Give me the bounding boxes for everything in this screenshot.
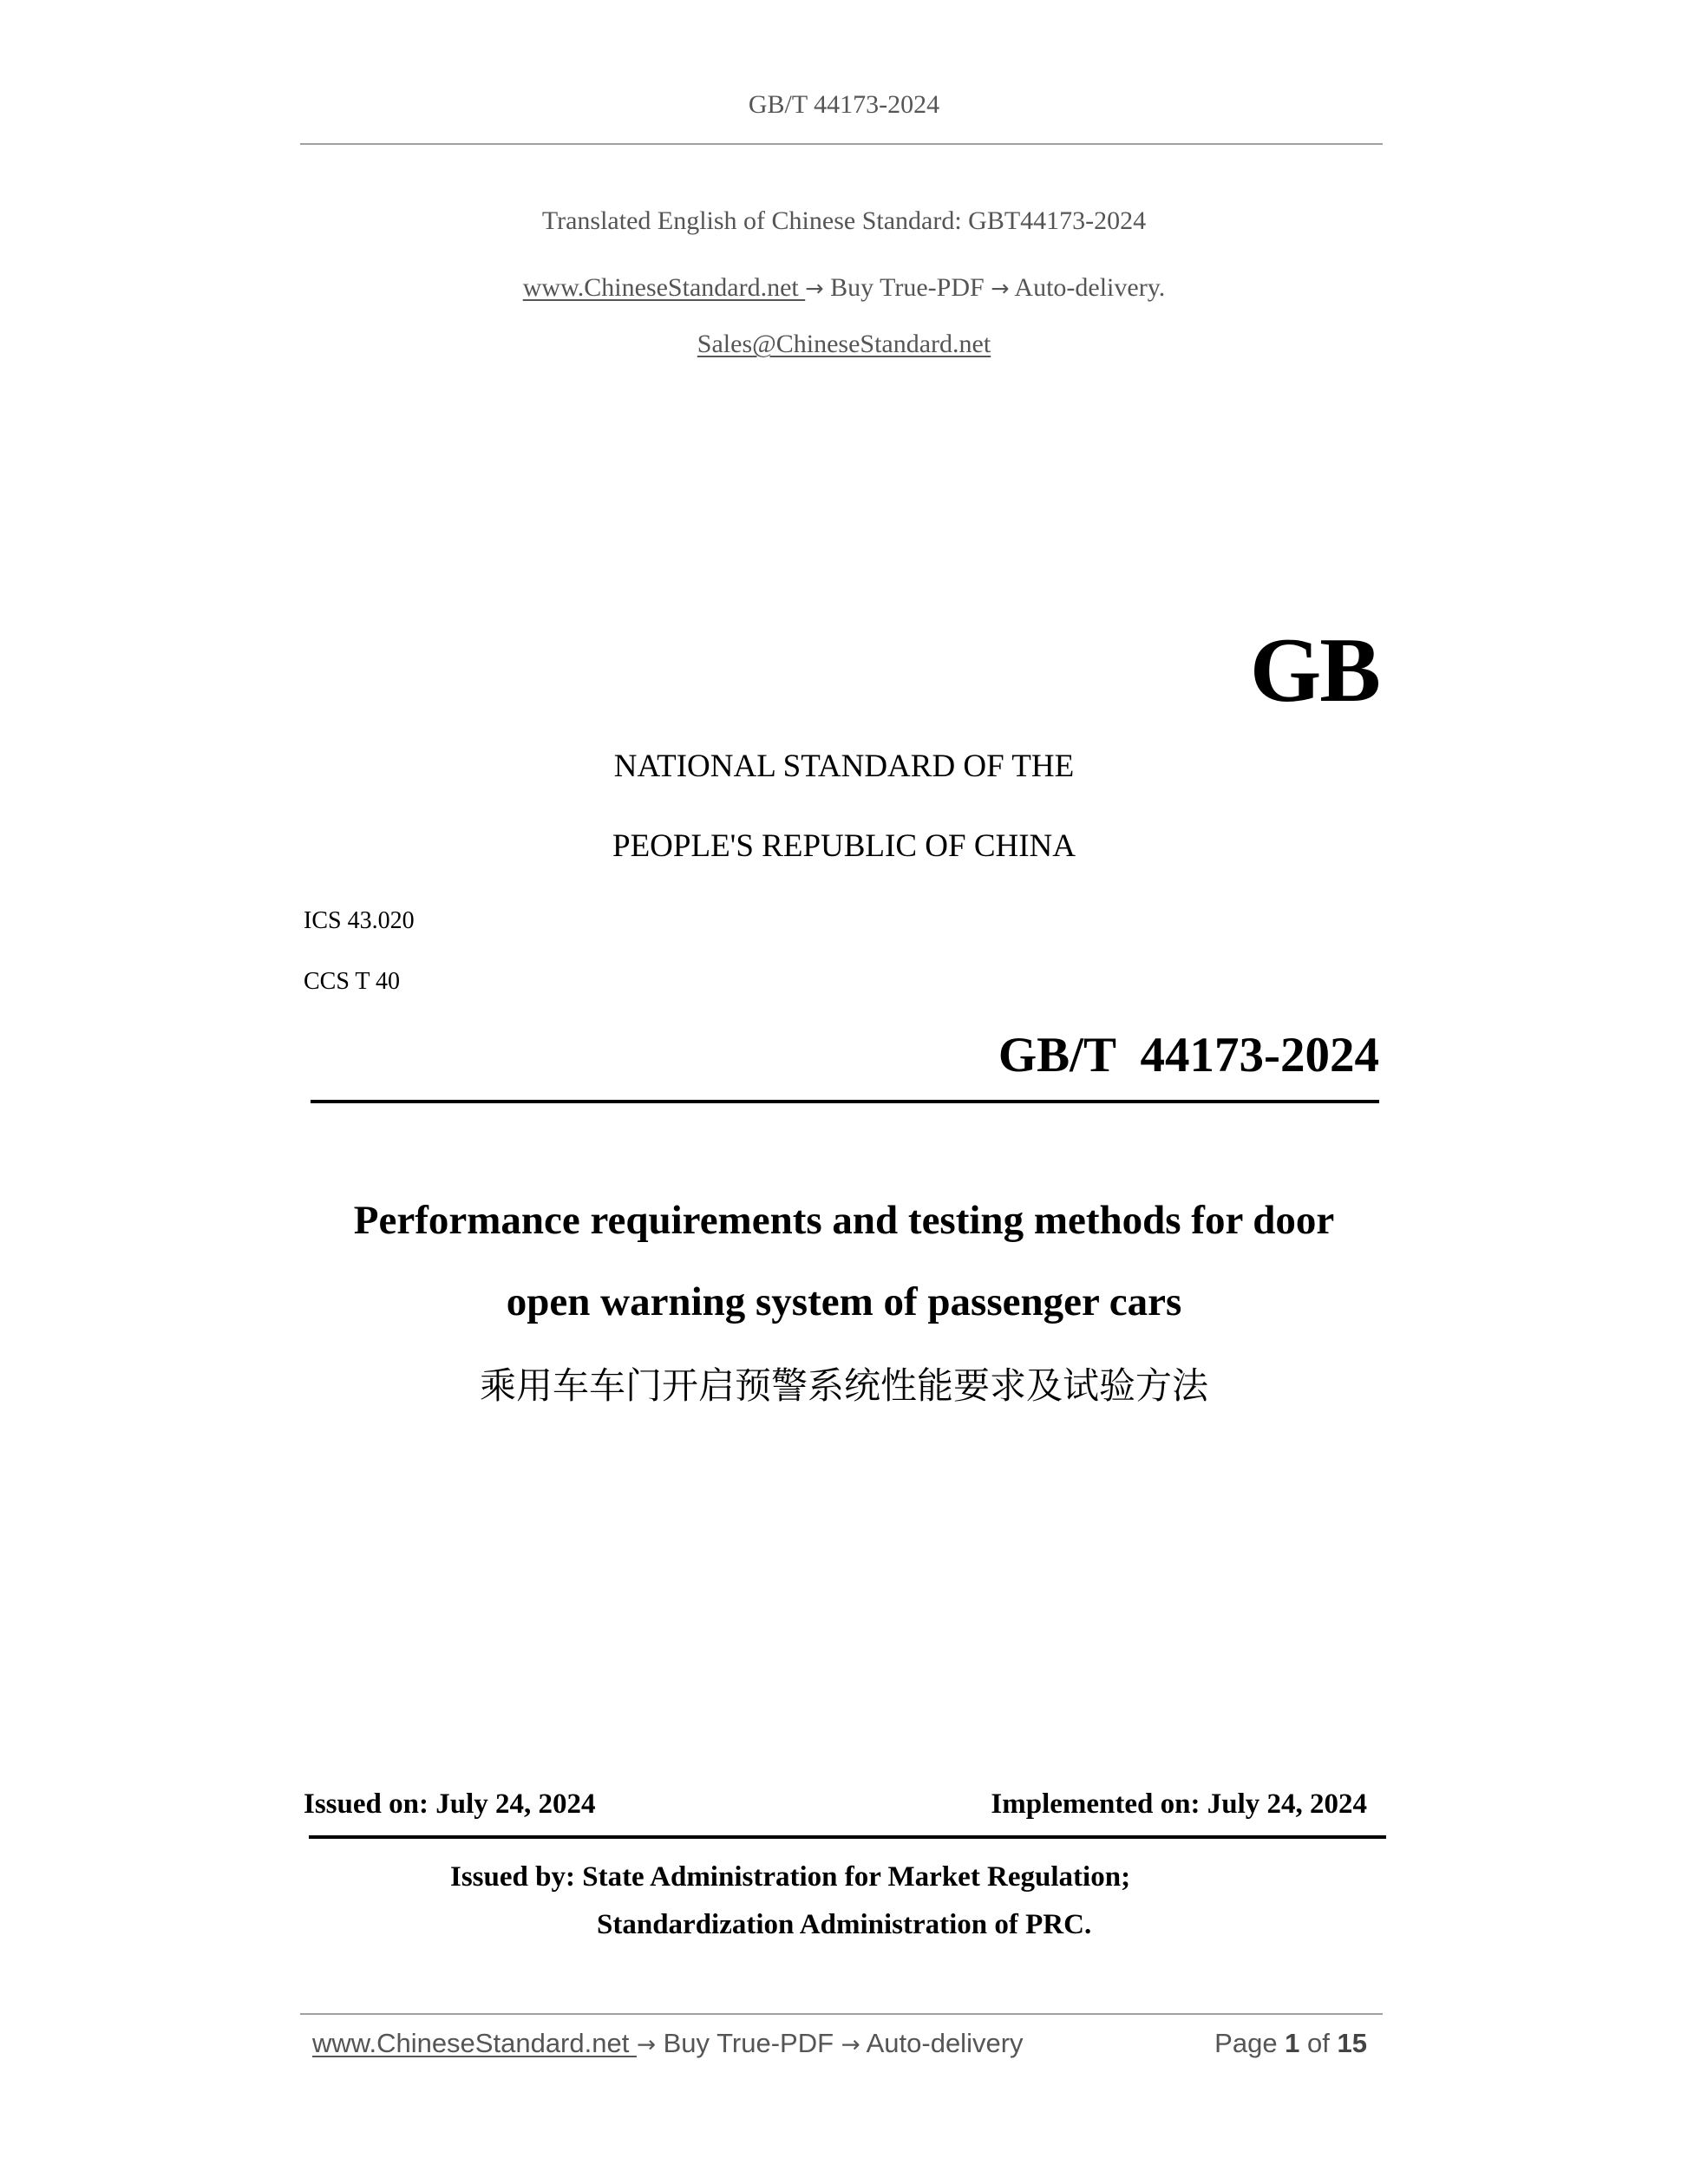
arrow-right-icon: → [841, 2032, 860, 2058]
page-current: 1 [1285, 2028, 1300, 2058]
implemented-on: Implemented on: July 24, 2024 [991, 1788, 1367, 1820]
title-en-line2: open warning system of passenger cars [506, 1279, 1182, 1324]
footer-delivery-text: Auto-delivery [860, 2028, 1024, 2058]
footer-promo [312, 2028, 1024, 2059]
issue-date-rule [309, 1835, 1386, 1839]
national-standard-line2: PEOPLE'S REPUBLIC OF CHINA [612, 828, 1076, 864]
email-link[interactable]: Sales@ChineseStandard.net [697, 330, 991, 358]
running-header: GB/T 44173-2024 [748, 90, 940, 119]
page-indicator [1214, 2028, 1367, 2059]
delivery-text: Auto-delivery. [1009, 273, 1166, 302]
national-standard-line1: NATIONAL STANDARD OF THE [613, 749, 1075, 784]
gb-logo: GB [1249, 619, 1379, 721]
issued-by-line1: Issued by: State Administration for Market Regulation; [450, 1861, 1131, 1893]
arrow-right-icon: → [991, 276, 1010, 302]
email-line [0, 330, 1688, 359]
page-total: 15 [1337, 2028, 1367, 2058]
buy-text: Buy True-PDF [823, 273, 991, 302]
arrow-right-icon: → [805, 276, 824, 302]
promo-line [0, 273, 1688, 303]
ics-code: ICS 43.020 [304, 907, 415, 934]
footer-site-link[interactable]: www.ChineseStandard.net [312, 2028, 637, 2058]
site-link[interactable]: www.ChineseStandard.net [522, 273, 806, 302]
translated-notice: Translated English of Chinese Standard: GBT44173-2024 [541, 206, 1147, 235]
issued-on: Issued on: July 24, 2024 [304, 1788, 596, 1820]
standard-number: GB/T 44173-2024 [998, 1028, 1379, 1082]
footer-buy-text: Buy True-PDF [656, 2028, 841, 2058]
footer-divider [300, 2013, 1383, 2015]
title-cn: 乘用车车门开启预警系统性能要求及试验方法 [479, 1364, 1208, 1407]
ccs-code: CCS T 40 [304, 968, 401, 995]
issued-by-line2: Standardization Administration of PRC. [597, 1909, 1092, 1940]
title-en-line1: Performance requirements and testing methods for door [353, 1198, 1335, 1243]
page-of: of [1299, 2028, 1338, 2058]
header-divider [300, 143, 1383, 145]
page-label: Page [1214, 2028, 1286, 2058]
standard-number-rule [311, 1100, 1379, 1103]
arrow-right-icon: → [636, 2032, 657, 2058]
